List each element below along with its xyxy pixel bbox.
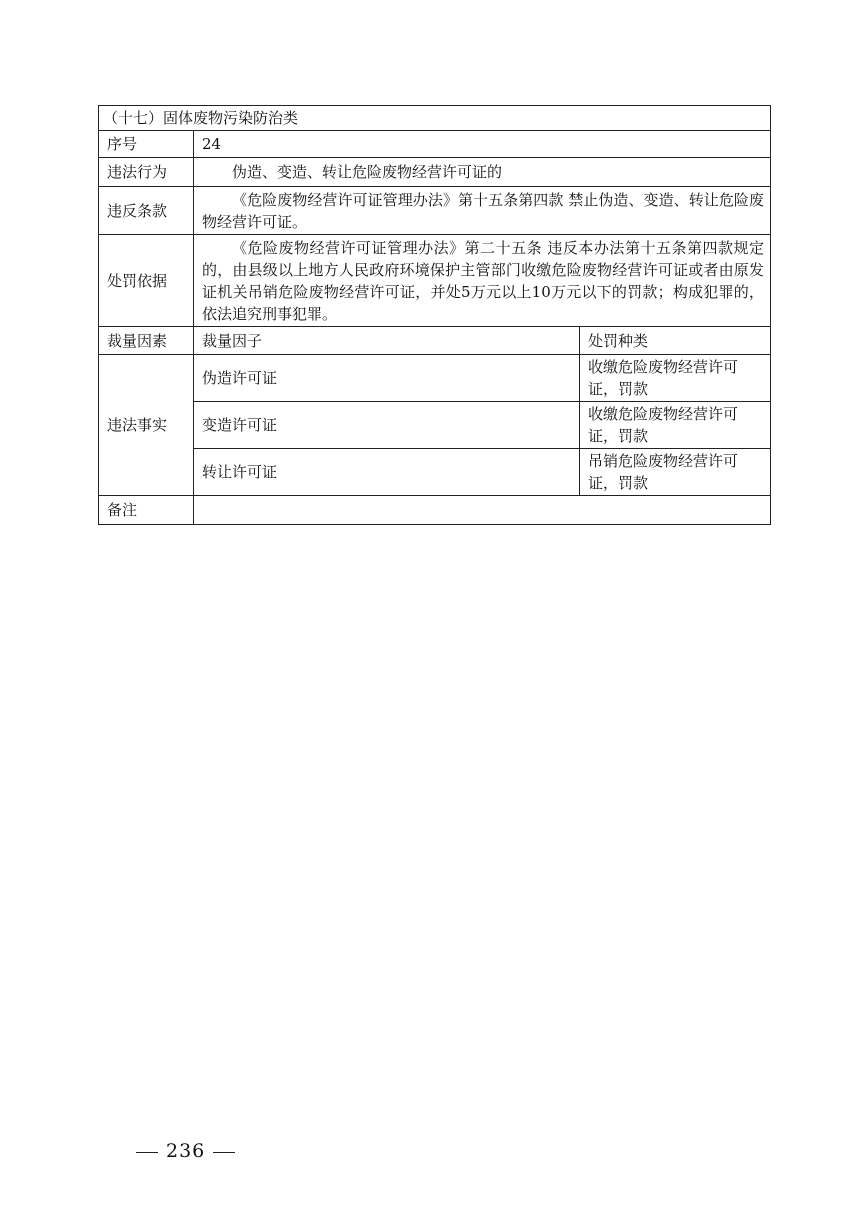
remarks-row: [99, 496, 771, 525]
fact-factor: 变造许可证: [194, 402, 580, 449]
violation-row: [99, 158, 771, 187]
violated-clause-row: [99, 187, 771, 235]
violated-clause-value: 《危险废物经营许可证管理办法》第十五条第四款 禁止伪造、变造、转让危险废物经营许可证。: [194, 187, 771, 235]
remarks-label: 备注: [99, 496, 194, 525]
serial-row: [99, 131, 771, 158]
fact-factor: 转让许可证: [194, 449, 580, 496]
penalty-basis-value: 《危险废物经营许可证管理办法》第二十五条 违反本办法第十五条第四款规定的，由县级以上地方人民政府环境保护主管部门收缴危险废物经营许可证或者由原发证机关吊销危险废物经营许可证，并处5万元以上10万元以下的罚款；构成犯罪的，依法追究刑事犯罪。: [194, 235, 771, 327]
facts-label: 违法事实: [99, 355, 194, 496]
fact-row: [99, 355, 771, 402]
section-title: （十七）固体废物污染防治类: [99, 106, 771, 131]
violated-clause-label: 违反条款: [99, 187, 194, 235]
page-number: 236: [166, 1140, 206, 1162]
discretion-header-row: [99, 327, 771, 355]
fact-penalty: 收缴危险废物经营许可证，罚款: [580, 402, 771, 449]
serial-label: 序号: [99, 131, 194, 158]
fact-penalty: 收缴危险废物经营许可证，罚款: [580, 355, 771, 402]
penalty-basis-row: [99, 235, 771, 327]
serial-value: 24: [194, 131, 771, 158]
left-dash: [136, 1152, 158, 1153]
factor-header: 裁量因子: [194, 327, 580, 355]
section-title-row: [99, 106, 771, 131]
violation-label: 违法行为: [99, 158, 194, 187]
penalty-discretion-table: [98, 105, 771, 525]
fact-factor: 伪造许可证: [194, 355, 580, 402]
penalty-basis-label: 处罚依据: [99, 235, 194, 327]
penalty-type-header: 处罚种类: [580, 327, 771, 355]
fact-row: [99, 402, 771, 449]
page-footer: [128, 1140, 243, 1162]
right-dash: [213, 1152, 235, 1153]
violation-value: 伪造、变造、转让危险废物经营许可证的: [194, 158, 771, 187]
discretion-label: 裁量因素: [99, 327, 194, 355]
remarks-value: [194, 496, 771, 525]
fact-penalty: 吊销危险废物经营许可证，罚款: [580, 449, 771, 496]
fact-row: [99, 449, 771, 496]
